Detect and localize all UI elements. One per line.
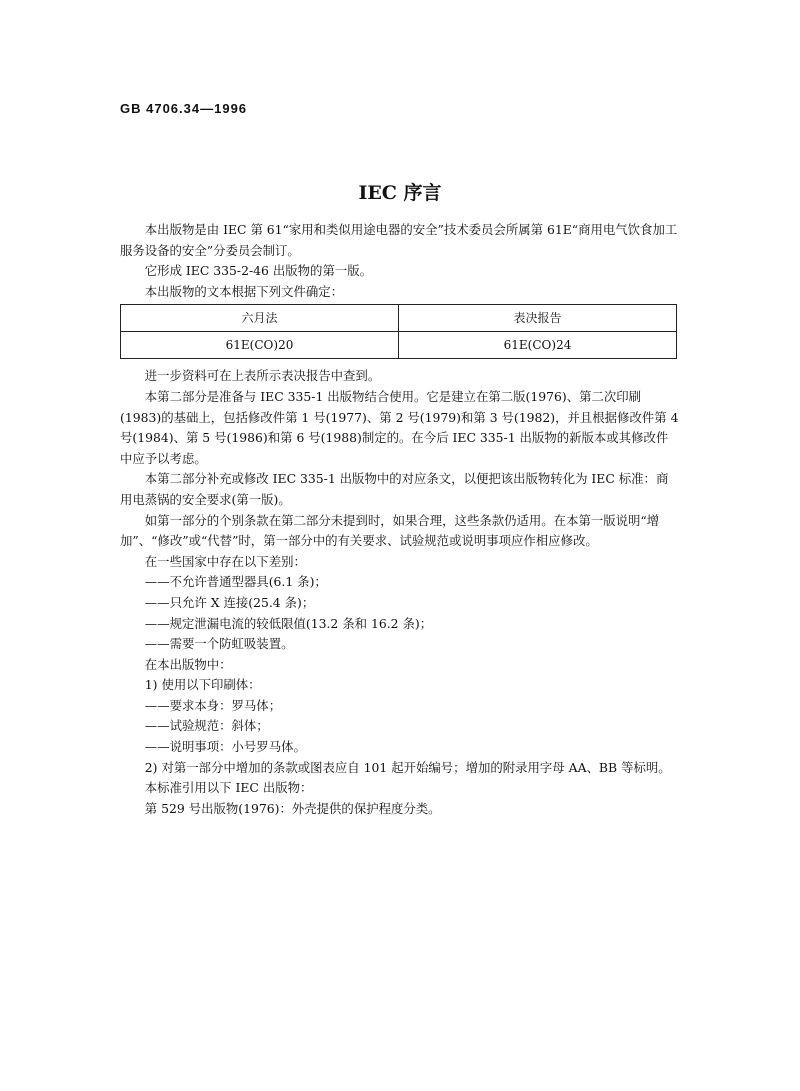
intro-paragraph: 本出版物的文本根据下列文件确定： bbox=[144, 283, 344, 299]
list-item: ——规定泄漏电流的较低限值(13.2 条和 16.2 条)； bbox=[144, 615, 433, 631]
table-cell: 61E(CO)20 bbox=[121, 332, 399, 359]
standard-number-header: GB 4706.34—1996 bbox=[120, 101, 248, 116]
list-line: 本标准引用以下 IEC 出版物： bbox=[144, 780, 313, 796]
page-title: IEC 序言 bbox=[358, 182, 442, 204]
list-item: ——要求本身：罗马体； bbox=[144, 697, 282, 713]
list-line: 2) 对第一部分中增加的条款或图表应自 101 起开始编号；增加的附录用字母 AA、BB 等标明。 bbox=[144, 759, 671, 775]
list-line: 第 529 号出版物(1976)：外壳提供的保护程度分类。 bbox=[144, 800, 441, 816]
body-paragraph: 本第二部分是准备与 IEC 335-1 出版物结合使用。它是建立在第二版(1976)、第二次印刷(1983)的基础上，包括修改件第 1 号(1977)、第 2 号(1979)和第 3 号(1982)，并且根据修改件第 4 号(1984)、第 5 号(1986)和第 6 号(1988)制定的。在今后 IEC 335-1 出版物的新版本或其修改件中应予以考虑。 bbox=[120, 388, 679, 466]
body-paragraph: 本第二部分补充或修改 IEC 335-1 出版物中的对应条文，以便把该出版物转化为 IEC 标准：商用电蒸锅的安全要求(第一版)。 bbox=[120, 471, 669, 507]
list-item: ——只允许 X 连接(25.4 条)； bbox=[144, 594, 315, 610]
body-paragraph: 如第一部分的个别条款在第二部分未提到时，如果合理，这些条款仍适用。在本第一版说明“增加”、“修改”或“代替”时，第一部分中的有关要求、试验规范或说明事项应作相应修改。 bbox=[120, 512, 660, 549]
body-paragraph: 进一步资料可在上表所示表决报告中查到。 bbox=[144, 368, 381, 384]
list-item: ——不允许普通型器具(6.1 条)； bbox=[144, 574, 327, 590]
document-table bbox=[120, 304, 677, 359]
table-header-row bbox=[121, 305, 677, 332]
table-header-cell: 六月法 bbox=[121, 305, 399, 332]
intro-paragraph: 本出版物是由 IEC 第 61“家用和类似用途电器的安全”技术委员会所属第 61E“商用电气饮食加工服务设备的安全”分委员会制订。 bbox=[120, 222, 678, 258]
list-line: 在本出版物中： bbox=[144, 656, 232, 672]
table-header-cell: 表决报告 bbox=[399, 305, 677, 332]
intro-paragraph: 它形成 IEC 335-2-46 出版物的第一版。 bbox=[144, 263, 373, 279]
list-item: ——说明事项：小号罗马体。 bbox=[144, 739, 306, 755]
table-row bbox=[121, 332, 677, 359]
list-item: ——需要一个防虹吸装置。 bbox=[144, 636, 294, 652]
table-cell: 61E(CO)24 bbox=[399, 332, 677, 359]
list-line: 1) 使用以下印刷体： bbox=[144, 677, 261, 693]
list-item: ——试验规范：斜体； bbox=[144, 718, 269, 734]
list-line: 在一些国家中存在以下差别： bbox=[144, 553, 306, 569]
document-body bbox=[120, 220, 680, 819]
